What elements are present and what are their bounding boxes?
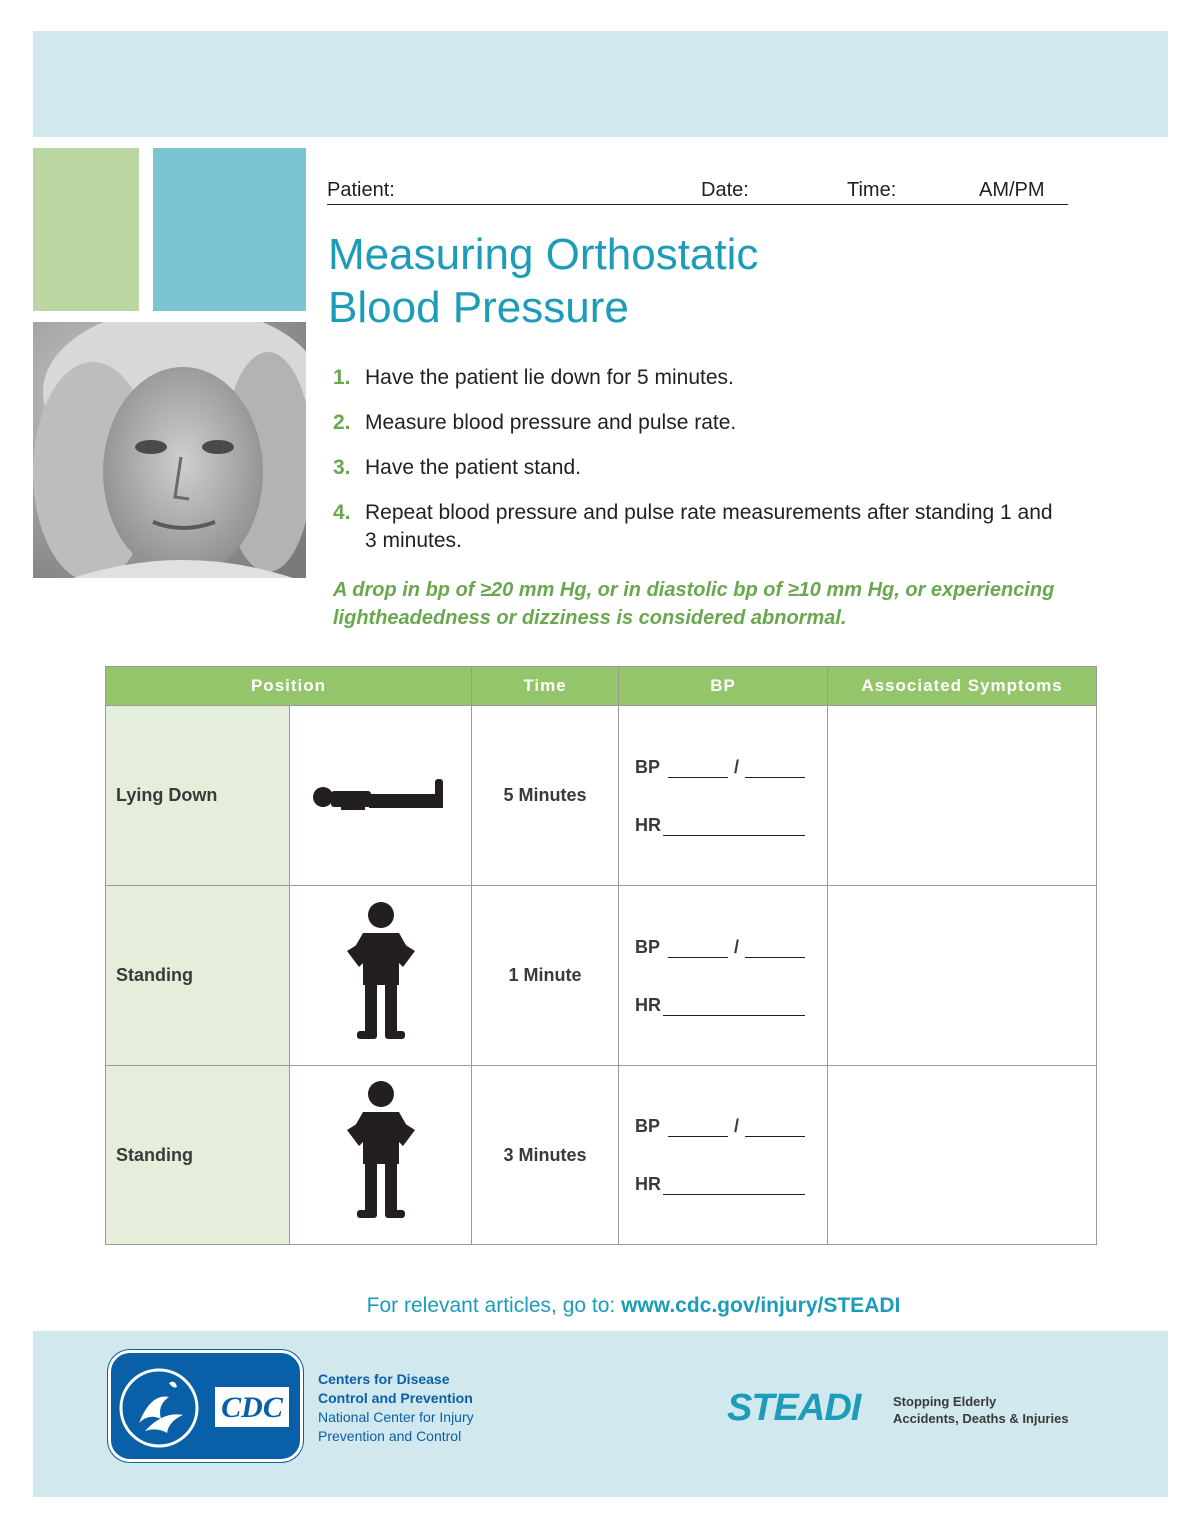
hr-blank[interactable] [663,1000,805,1016]
symptoms-cell[interactable] [828,706,1097,886]
hr-label: HR [635,814,661,835]
systolic-blank[interactable] [668,942,728,958]
instruction-steps [333,364,1053,572]
diastolic-blank[interactable] [745,1121,805,1137]
steadi-logo: STEADI [727,1387,861,1429]
systolic-blank[interactable] [668,1121,728,1137]
hr-label: HR [635,994,661,1015]
position-label: Standing [106,886,290,1066]
patient-label: Patient: [327,179,395,201]
cdc-line-2: Control and Prevention [318,1390,473,1406]
decorative-green-square [33,148,139,311]
step-item [333,499,1053,555]
standing-figure-icon [290,886,472,1066]
header-position: Position [106,667,472,706]
diastolic-blank[interactable] [745,942,805,958]
abnormal-criteria-note: A drop in bp of ≥20 mm Hg, or in diastolic bp of ≥10 mm Hg, or experiencing lightheadedness or dizziness is considered abnormal. [333,579,1055,629]
bp-entry-line[interactable] [635,756,827,778]
steadi-tagline-1: Stopping Elderly [893,1394,997,1409]
patient-header-line[interactable] [327,178,1068,205]
standing-figure-icon [290,1066,472,1245]
time-label: Time: [847,179,897,201]
elderly-woman-photo [33,322,306,578]
hr-entry-line[interactable] [635,994,827,1016]
title-line-2: Blood Pressure [328,283,629,332]
symptoms-cell[interactable] [828,1066,1097,1245]
hr-entry-line[interactable] [635,1173,827,1195]
time-cell: 1 Minute [472,886,619,1066]
bp-label: BP [635,1116,661,1136]
hr-entry-line[interactable] [635,814,827,836]
cdc-agency-name [318,1370,474,1446]
title-line-1: Measuring Orthostatic [328,230,759,279]
step-item [333,409,1053,437]
bp-slash: / [734,756,740,777]
bp-entry-line[interactable] [635,936,827,958]
table-row [106,1066,1097,1245]
time-cell: 5 Minutes [472,706,619,886]
table-header-row [106,667,1097,706]
cdc-line-1: Centers for Disease [318,1371,450,1387]
steadi-url-link[interactable]: www.cdc.gov/injury/STEADI [621,1294,901,1317]
step-item [333,364,1053,392]
steadi-tagline-2: Accidents, Deaths & Injuries [893,1411,1069,1426]
step-text: Have the patient lie down for 5 minutes. [365,366,734,389]
step-number: 3. [333,456,351,479]
bp-slash: / [734,936,740,957]
step-number: 1. [333,366,351,389]
lying-figure-icon [290,706,472,886]
ampm-label: AM/PM [979,179,1045,201]
step-text: Measure blood pressure and pulse rate. [365,411,737,434]
header-time: Time [472,667,619,706]
bp-label: BP [635,756,661,777]
bp-entry-line[interactable] [635,1115,827,1137]
time-cell: 3 Minutes [472,1066,619,1245]
table-row [106,886,1097,1066]
hr-label: HR [635,1174,661,1194]
step-item [333,454,1053,482]
hr-blank[interactable] [663,1179,805,1195]
systolic-blank[interactable] [668,762,728,778]
link-prefix: For relevant articles, go to: [366,1294,622,1317]
position-label: Lying Down [106,706,290,886]
symptoms-cell[interactable] [828,886,1097,1066]
bp-label: BP [635,936,661,957]
cdc-line-3: National Center for Injury [318,1409,474,1425]
cdc-logo-text: CDC [221,1391,283,1424]
bp-slash: / [734,1116,740,1136]
cdc-line-4: Prevention and Control [318,1428,462,1444]
bp-cell[interactable] [619,1066,828,1245]
bp-cell[interactable] [619,886,828,1066]
header-bp: BP [619,667,828,706]
orthostatic-measurement-table [105,666,1097,1245]
position-label: Standing [106,1066,290,1245]
bp-cell[interactable] [619,706,828,886]
step-number: 2. [333,411,351,434]
table-row [106,706,1097,886]
hr-blank[interactable] [663,820,805,836]
articles-link-line [0,1294,1200,1318]
step-text: Have the patient stand. [365,456,581,479]
top-banner [33,31,1168,137]
page-title [328,228,758,334]
decorative-blue-square [153,148,306,311]
step-text: Repeat blood pressure and pulse rate measurements after standing 1 and 3 minutes. [365,501,1053,552]
cdc-logo [108,1350,303,1462]
diastolic-blank[interactable] [745,762,805,778]
header-symptoms: Associated Symptoms [828,667,1097,706]
date-label: Date: [701,179,749,201]
steadi-tagline [893,1393,1069,1427]
step-number: 4. [333,501,351,524]
